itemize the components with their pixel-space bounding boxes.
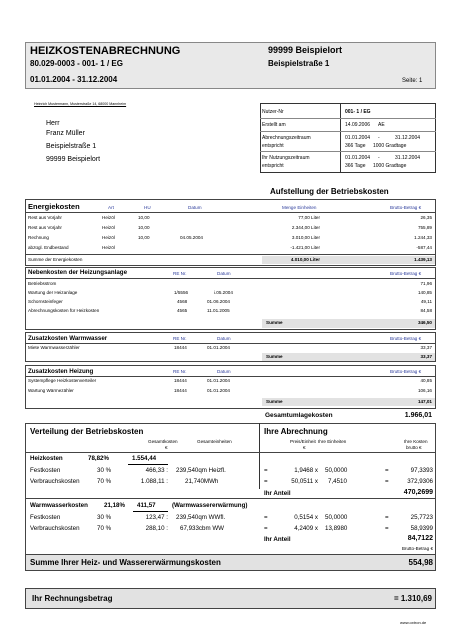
aufstellung-title: Aufstellung der Betriebskosten	[270, 187, 389, 196]
heizung-header-rule	[25, 376, 436, 377]
ww-note: (Warmwassererwärmung)	[172, 502, 248, 509]
row-label: Abrechnungskosten für Heizkosten	[28, 308, 100, 313]
row-datum: 01.01.2004	[207, 345, 230, 350]
row-label: Verbrauchskosten	[30, 525, 80, 532]
row-datum: 04.05.2004	[180, 235, 203, 240]
row-betrag: 40,85	[420, 378, 432, 383]
row-einheiten: 67,933cbm WW	[180, 525, 225, 532]
erstellt-code: AE	[378, 122, 385, 128]
ww-pct: 21,18%	[104, 502, 125, 509]
nutzer-value: 001- 1 / EG	[345, 109, 371, 115]
col-ihre-einheiten: Ihre Einheiten	[318, 439, 347, 444]
row-gesamt: 466,33 :	[145, 467, 168, 474]
header-location: 99999 Beispielort	[268, 45, 343, 55]
warmwasser-col-betrag: Brutto-Betrag €	[390, 336, 422, 341]
heizung-sum-label: Summe	[266, 399, 283, 404]
row-betrag: 26,35	[420, 215, 432, 220]
billing-period: 01.01.2004 - 31.12.2004	[30, 75, 118, 84]
entspricht-label: entspricht	[262, 143, 284, 149]
heizkosten-anteil-label: Ihr Anteil	[264, 490, 291, 497]
row-gesamt: 123,47 :	[145, 514, 168, 521]
row-datum: 01.01.2004	[207, 388, 230, 393]
row-kosten: 58,9399	[410, 525, 433, 532]
gesamt-value: 1.966,01	[404, 412, 432, 419]
heizkosten-pct: 78,82%	[88, 455, 109, 462]
row-ihre-einheiten: 50,0000	[325, 467, 348, 474]
warmwasser-title: Zusatzkosten Warmwasser	[28, 335, 108, 342]
entspricht-days-2: 366 Tage	[345, 163, 366, 169]
row-label: Festkosten	[30, 467, 61, 474]
row-preis: 50,0511 x	[291, 478, 318, 485]
row-einheiten: 21,740MWh	[185, 478, 219, 485]
row-einheiten: 239,540qm WWfl.	[176, 514, 226, 521]
sender-line: Heinrich Mustermann, Musterstraße 14, 68000 Mannheim	[34, 102, 127, 106]
row-re: 1/5556	[174, 290, 189, 295]
row-re: 4568	[177, 299, 188, 304]
info-rule	[260, 151, 436, 152]
energie-sum-qty: 4.010,00 Liter	[290, 257, 320, 262]
row-art: Heizöl	[102, 245, 115, 250]
heizung-sum-amount: 147,01	[417, 399, 432, 404]
col-gesamtkosten-unit: €	[165, 445, 168, 450]
row-menge: 3.010,00 Liter	[291, 235, 320, 240]
row-preis: 4,2409 x	[294, 525, 318, 532]
row-kosten: 97,3393	[410, 467, 433, 474]
row-betrag: 1.244,33	[414, 235, 432, 240]
info-rule	[260, 118, 436, 119]
row-label: Rechnung	[28, 235, 49, 240]
ww-label: Warmwasserkosten	[30, 502, 88, 509]
row-label: Rest aus Vorjahr	[28, 225, 62, 230]
heizkosten-rule	[25, 498, 436, 499]
row-eq: =	[264, 525, 268, 532]
zeitraum-dash: -	[378, 135, 380, 141]
rechnung-value: = 1.310,69	[393, 594, 432, 603]
row-label: Systempflege Heizkostenverteiler	[28, 378, 97, 383]
col-gesamteinheiten: Gesamteinheiten	[197, 439, 232, 444]
entspricht-label-2: entspricht	[262, 163, 284, 169]
document-subtitle: 80.029-0003 - 001- 1 / EG	[30, 59, 123, 68]
verteilung-divider	[259, 423, 260, 489]
col-ihre-kosten-unit: brutto €	[406, 445, 422, 450]
heizung-col-re: RE Nr.	[173, 369, 187, 374]
row-datum: i.05.2004	[214, 290, 233, 295]
heizung-col-datum: Datum	[217, 369, 231, 374]
row-label: Festkosten	[30, 514, 61, 521]
row-eq: =	[264, 478, 268, 485]
erstellt-label: Erstellt am	[262, 122, 286, 128]
row-preis: 1,9468 x	[294, 467, 318, 474]
energie-col-datum: Datum	[188, 205, 202, 210]
erstellt-value: 14.09.2006	[345, 122, 371, 128]
entspricht-gradtage: 1000 Gradtage	[373, 143, 407, 149]
address-street: Beispielstraße 1	[46, 143, 97, 150]
ww-anteil-value: 84,7122	[407, 535, 433, 542]
row-eq2: =	[385, 467, 389, 474]
energie-sum-label: Summe der Energiekosten	[28, 257, 83, 262]
row-pct: 30 %	[97, 514, 112, 521]
row-betrag: 71,96	[420, 281, 432, 286]
page-number: Seite: 1	[402, 78, 423, 84]
header-street: Beispielstraße 1	[268, 59, 330, 68]
row-label: Betriebsstrom	[28, 281, 57, 286]
neben-col-datum: Datum	[217, 271, 231, 276]
nutzung-from: 01.01.2004	[345, 155, 371, 161]
neben-col-re: RE Nr.	[173, 271, 187, 276]
row-hu: 10,00	[138, 235, 150, 240]
row-re: 4565	[177, 308, 188, 313]
energie-col-art: Art	[108, 205, 114, 210]
summe-value: 554,98	[408, 558, 433, 567]
row-einheiten: 239,540qm Heizfl.	[176, 467, 226, 474]
row-betrag: 49,11	[420, 299, 432, 304]
col-preis-unit: €	[303, 445, 306, 450]
address-salutation: Herr	[46, 120, 60, 127]
row-label: Miete Warmwasserzähler	[28, 345, 80, 350]
col-ihre-kosten: Ihre Kosten	[404, 439, 428, 444]
neben-title: Nebenkosten der Heizungsanlage	[28, 269, 128, 276]
row-eq2: =	[385, 478, 389, 485]
neben-sum-label: Summe	[266, 320, 283, 325]
info-rule	[260, 131, 436, 132]
energie-col-betrag: Brutto-Betrag €	[390, 205, 422, 210]
row-betrag: 755,89	[417, 225, 432, 230]
ww-underline	[133, 511, 168, 512]
row-label: Schornsteinfeger	[28, 299, 63, 304]
row-eq: =	[264, 467, 268, 474]
row-eq2: =	[385, 514, 389, 521]
nutzung-label: Ihr Nutzungszeitraum	[262, 155, 310, 161]
heizung-col-betrag: Brutto-Betrag €	[390, 369, 422, 374]
ihre-abrechnung-title: Ihre Abrechnung	[264, 427, 328, 436]
col-gesamtkosten: Gesamtkosten	[148, 439, 178, 444]
summe-label: Summe Ihrer Heiz- und Wassererwärmungskosten	[30, 558, 221, 567]
nutzer-label: Nutzer-Nr	[262, 109, 284, 115]
energie-sum-amount: 1.439,13	[414, 257, 432, 262]
warmwasser-col-re: RE Nr.	[173, 336, 187, 341]
nutzung-to: 31.12.2004	[395, 155, 421, 161]
row-eq: =	[264, 514, 268, 521]
rechnung-label: Ihr Rechnungsbetrag	[32, 594, 113, 603]
warmwasser-col-datum: Datum	[217, 336, 231, 341]
heizkosten-underline	[128, 464, 168, 465]
row-datum: 01.06.2004	[207, 299, 230, 304]
row-pct: 70 %	[97, 525, 112, 532]
row-pct: 30 %	[97, 467, 112, 474]
row-betrag: 84,58	[420, 308, 432, 313]
row-hu: 10,00	[138, 215, 150, 220]
heizkosten-anteil-value: 470,2699	[403, 489, 433, 496]
row-art: Heizöl	[102, 215, 115, 220]
row-ihre-einheiten: 13,8980	[325, 525, 348, 532]
address-name: Franz Müller	[46, 130, 85, 137]
row-ihre-einheiten: 50,0000	[325, 514, 348, 521]
row-re: 18444	[174, 345, 187, 350]
row-betrag: 33,37	[420, 345, 432, 350]
row-menge: 2.344,00 Liter	[291, 225, 320, 230]
energie-sum-rule	[25, 254, 436, 255]
zeitraum-from: 01.01.2004	[345, 135, 371, 141]
row-label: Wartung Wärmezähler	[28, 388, 74, 393]
footer-url[interactable]: www.oxtron.de	[400, 620, 427, 625]
row-kosten: 25,7723	[410, 514, 433, 521]
row-kosten: 372,9306	[407, 478, 433, 485]
warmwasser-header-rule	[25, 343, 436, 344]
row-menge: 77,00 Liter	[298, 215, 320, 220]
neben-col-betrag: Brutto-Betrag €	[390, 271, 422, 276]
row-pct: 70 %	[97, 478, 112, 485]
row-menge: -1.421,00 Liter	[290, 245, 320, 250]
row-datum: 11.01.2005	[207, 308, 230, 313]
row-label: abzügl. Endbestand	[28, 245, 69, 250]
row-betrag: 140,85	[417, 290, 432, 295]
verteilung-title: Verteilung der Betriebskosten	[30, 427, 144, 436]
row-betrag: -587,44	[416, 245, 432, 250]
row-betrag: 106,16	[417, 388, 432, 393]
heizung-title: Zusatzkosten Heizung	[28, 368, 94, 375]
row-datum: 01.01.2004	[207, 378, 230, 383]
address-city: 99999 Beispielort	[46, 156, 101, 163]
entspricht-days: 366 Tage	[345, 143, 366, 149]
zeitraum-label: Abrechnungszeitraum	[262, 135, 311, 141]
row-gesamt: 1.088,11 :	[140, 478, 168, 485]
row-re: 18444	[174, 388, 187, 393]
document-title: HEIZKOSTENABRECHNUNG	[30, 45, 181, 57]
gesamt-label: Gesamtumlagekosten	[265, 412, 333, 419]
row-label: Rest aus Vorjahr	[28, 215, 62, 220]
verteilung-header-rule	[25, 452, 436, 453]
nutzung-dash: -	[378, 155, 380, 161]
ww-amount: 411,57	[137, 502, 156, 509]
row-ihre-einheiten: 7,4510	[328, 478, 347, 485]
energie-col-menge: Menge Einheiten	[282, 205, 317, 210]
energie-header-rule	[25, 212, 436, 213]
row-hu: 10,00	[138, 225, 150, 230]
row-preis: 0,5154 x	[294, 514, 318, 521]
energie-title: Energiekosten	[28, 202, 80, 211]
row-re: 18444	[174, 378, 187, 383]
zeitraum-to: 31.12.2004	[395, 135, 421, 141]
row-art: Heizöl	[102, 235, 115, 240]
row-art: Heizöl	[102, 225, 115, 230]
brutto-currency-label: Brutto-Betrag €	[401, 546, 433, 551]
row-gesamt: 288,10 :	[145, 525, 168, 532]
energie-col-hu: HU	[144, 205, 151, 210]
warmwasser-sum-label: Summe	[266, 354, 283, 359]
entspricht-gradtage-2: 1000 Gradtage	[373, 163, 407, 169]
heizkosten-amount: 1.554,44	[132, 455, 157, 462]
col-preis: Preis/Einheit	[290, 439, 316, 444]
warmwasser-sum-amount: 33,37	[420, 354, 432, 359]
row-eq2: =	[385, 525, 389, 532]
ww-anteil-label: Ihr Anteil	[264, 536, 291, 543]
info-divider	[340, 103, 341, 173]
neben-sum-amount: 346,50	[417, 320, 432, 325]
row-label: Wartung der Heizanlage	[28, 290, 78, 295]
neben-header-rule	[25, 278, 436, 279]
heizkosten-label: Heizkosten	[30, 455, 63, 462]
row-label: Verbrauchskosten	[30, 478, 80, 485]
